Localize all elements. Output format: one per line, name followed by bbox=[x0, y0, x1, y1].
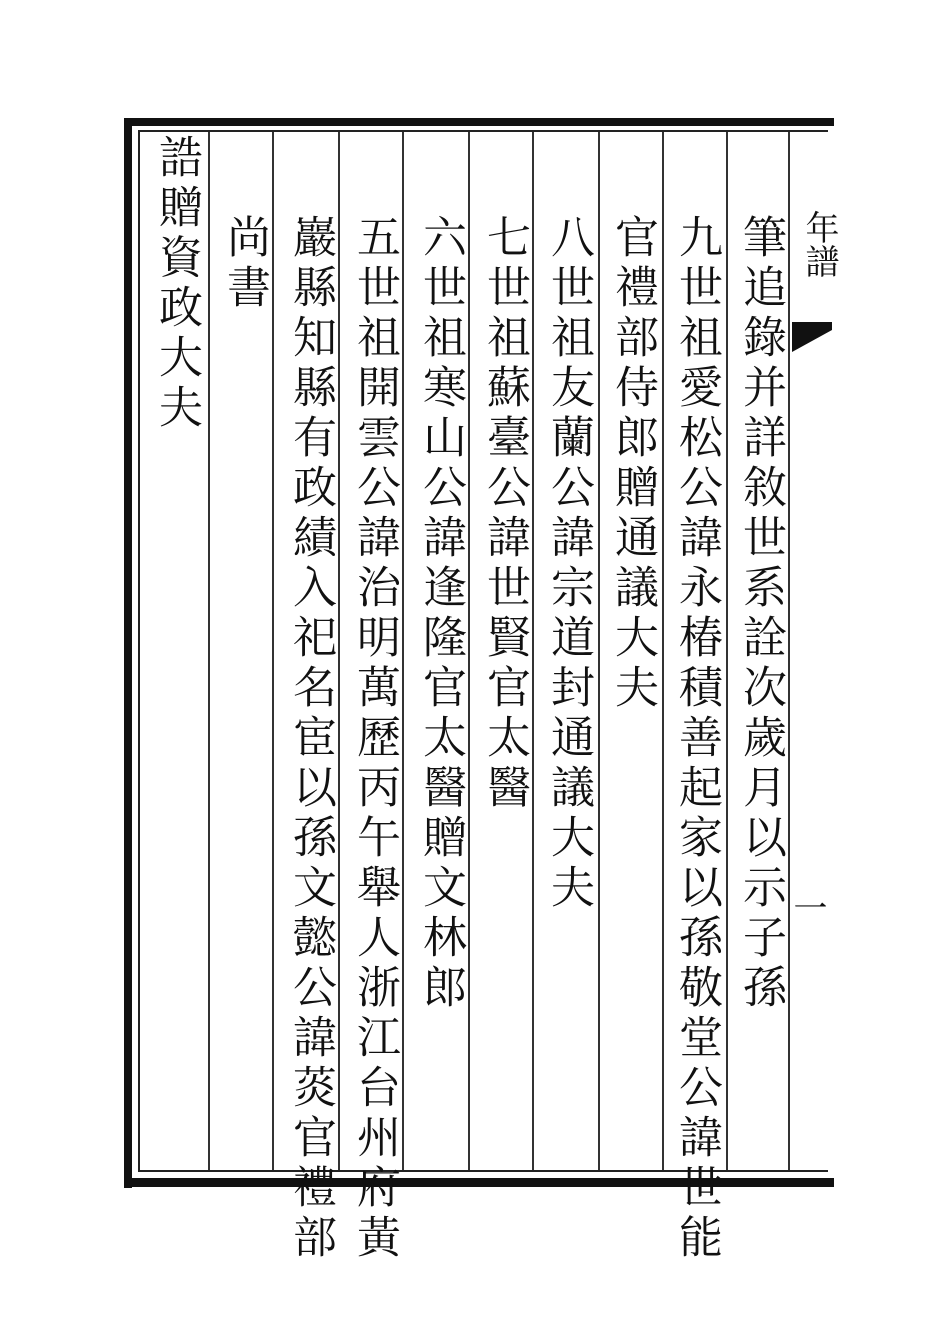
column-rule bbox=[598, 132, 600, 1170]
inner-border-left bbox=[138, 130, 140, 1172]
frame-border-left bbox=[124, 118, 132, 1188]
page-number: 一 bbox=[787, 890, 827, 924]
margin-heading: 年譜 bbox=[799, 210, 839, 278]
text-column: 筆追錄并詳敘世系詮次歲月以示子孫 bbox=[735, 214, 786, 1014]
text-column: 八世祖友蘭公諱宗道封通議大夫 bbox=[543, 214, 594, 914]
frame-border-bottom bbox=[124, 1178, 834, 1187]
text-column: 尚書 bbox=[219, 214, 270, 314]
text-column: 官禮部侍郎贈通議大夫 bbox=[607, 214, 658, 714]
text-column: 巖縣知縣有政績入祀名宦以孫文懿公諱菼官禮部 bbox=[285, 214, 336, 1264]
text-column: 六世祖寒山公諱逢隆官太醫贈文林郎 bbox=[415, 214, 466, 1014]
text-column: 五世祖開雲公諱治明萬歷丙午舉人浙江台州府黃 bbox=[349, 214, 400, 1264]
column-rule bbox=[208, 132, 210, 1170]
text-column: 九世祖愛松公諱永椿積善起家以孫敬堂公諱世能 bbox=[671, 214, 722, 1264]
frame-border-top bbox=[124, 118, 834, 126]
fishtail-icon bbox=[792, 318, 832, 358]
column-rule bbox=[726, 132, 728, 1170]
inner-border-top bbox=[138, 130, 828, 132]
text-column: 誥贈資政大夫 bbox=[151, 134, 202, 434]
column-rule bbox=[662, 132, 664, 1170]
text-column: 七世祖蘇臺公諱世賢官太醫 bbox=[479, 214, 530, 814]
